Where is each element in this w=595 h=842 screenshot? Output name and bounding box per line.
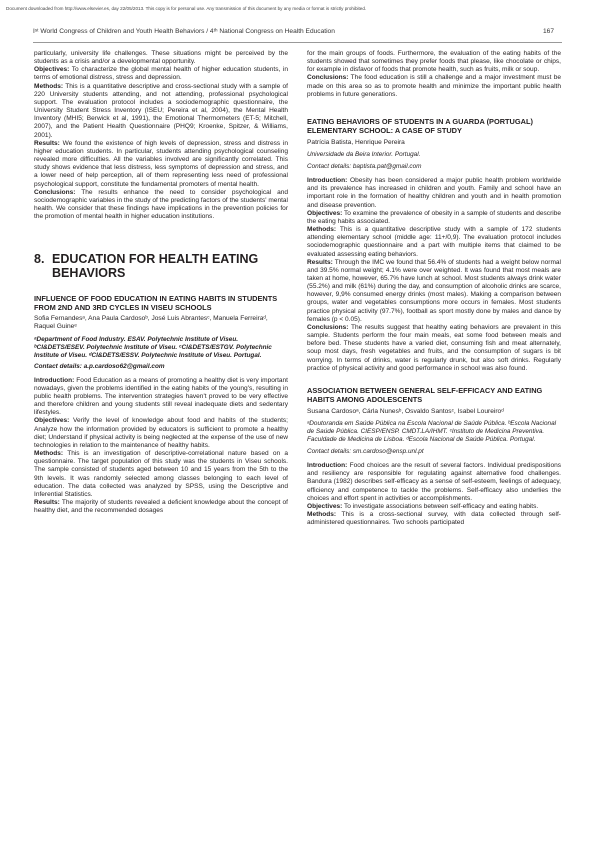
paragraph-objectives: Objectives: To examine the prevalence of obesity in a sample of students and describe the eating habits associated. <box>307 209 561 225</box>
abstract-contact: Contact details: sm.cardoso@ensp.unl.pt <box>307 448 424 456</box>
paragraph-results: Results: The majority of students revealed a deficient knowledge about the concept of healthy diet, and the recommended dosages <box>34 499 288 515</box>
left-column <box>34 50 288 515</box>
abstract-authors: Sofia Fernandesᵃ, Ana Paula Cardosoᵇ, José Luis Abrantesᶜ, Manuela Ferreiraᵈ, Raquel Guineᵉ <box>34 315 268 331</box>
paragraph: particularly, university life challenges. These situations might be perceived by the students as a crisis and/or a developmental opportunity. <box>34 50 288 66</box>
paragraph-objectives: Objectives: To characterize the global mental health of higher education students, in terms of emotional distress, stress and depression. <box>34 66 288 82</box>
abstract-affiliations: Universidade da Beira Interior. Portugal. <box>307 151 421 159</box>
abstract-authors: Susana Cardosoᵃ, Cárla Nunesᵇ, Osvaldo Santosᶜ, Isabel Loureiroᵈ <box>307 407 504 415</box>
running-header <box>33 26 562 42</box>
section-heading: 8. EDUCATION FOR HEALTH EATING BEHAVIORS <box>34 252 259 281</box>
paragraph-objectives: Objectives: Verify the level of knowledge about food and habits of the students; Analyze how the information provided by educators is sufficient to promote a healthy diet; Understand if physical activity is being neglected at the expense of the use of new technologies in relation to the maintenance of healthy habits. <box>34 417 288 449</box>
copyright-watermark: Document downloaded from http://www.elsevier.es, day 22/05/2013. This copy is for personal use. Any transmission of this document by any media or format is strictly prohibited. <box>6 6 367 11</box>
paragraph-results: Results: We found the existence of high levels of depression, stress and distress in higher education students. In particular, students attending psychological counseling revealed more difficulties. All the variables involved are significantly correlated. This study shows evidence that less distress, less symptoms of depression and stress, and a lower need of help perception, all of them representing less need of professional psychological support, constitute the fundamental promoters of mental health. <box>34 139 288 188</box>
abstract-contact: Contact details: baptista.pat@gmail.com <box>307 163 422 171</box>
paragraph-conclusions: Conclusions: The results enhance the need to consider psychological and sociodemographic variables in the study of the predicting factors of the students' mental health. We consider that these findings have implications in the prevention policies for the promotion of mental health in higher education institutions. <box>34 188 288 221</box>
abstract-authors: Patrícia Batista, Henrique Pereira <box>307 138 405 146</box>
paragraph-objectives: Objectives: To investigate associations between self-efficacy and eating habits. <box>307 502 539 510</box>
paragraph-methods: Methods: This is a quantitative descriptive study with a sample of 172 students attending elementary school (middle age: 11+/0,9). The evaluation protocol includes sociodemographic questionnaire and a part with multiple items that claimed to be evaluated assessing eating behaviors. <box>307 226 561 258</box>
abstract-title: EATING BEHAVIORS OF STUDENTS IN A GUARDA (PORTUGAL) ELEMENTARY SCHOOL: A CASE OF STUDY <box>307 116 533 135</box>
abstract-affiliations: ᵃDepartment of Food Industry. ESAV. Polytechnic Institute of Viseu. ᵇCI&DETS/ESEV. Polytechnic Institute of Viseu. ᶜCI&DETS/ESTGV. Polytechnic Institute of Viseu. ᵈCI&DETS/ESSV. Polytechnic Institute of Viseu. Portugal. <box>34 335 272 359</box>
paragraph-conclusions: Conclusions: The results suggest that healthy eating behaviors are prevalent in this sample. Students perform the four main meals, eat some food between meals and before bed. These students have a varied diet, consuming fish and meat alternately, soup most days, fresh vegetables and fruits, and the consumption of sugars is bit worrying. In terms of drinks, water is regularly drunk, but also soft drinks. Regularly practice of physical activity and good performance in school was also found. <box>307 323 561 372</box>
paragraph: for the main groups of foods. Furthermore, the evaluation of the eating habits of the students showed that sometimes they prefer foods that please, like chocolate or chips, for example in disfavor of foods that promote health, such as fruits, milk or soup. <box>307 50 561 74</box>
abstract-affiliations: ᵃDoutoranda em Saúde Pública na Escola Nacional de Saúde Pública. ᵇEscola Nacional de Saúde Pública. CIESP/ENSP. CMDT.LA/IHMT. ᶜInstituto de Medicina Preventiva. Faculdade de Medicina de Lisboa. ᵈEscola Nacional de Saúde Pública. Portugal. <box>307 420 557 444</box>
paragraph-introduction: Introduction: Obesity has been considered a major public health problem worldwide and its prevalence has increased in children and youth. Family and school have an important role in the formation of healthy children and youth and in health promotion and disease prevention. <box>307 177 561 209</box>
header-title: Iˢᵗ World Congress of Children and Youth Health Behaviors / 4ᵗʰ National Congress on Health Education <box>33 28 335 35</box>
paragraph-results: Results: Through the IMC we found that 56.4% of students had a weight below normal and 39.5% normal weight; 4.1% were over weighted. It was found that most meals are taken at home, however, 65.7% have lunch at school. Most students always drink water (55.2%) and milk (61%) during the day, and consumption of alcoholic drinks are scarce, however, 9,9% consumed energy drinks (most males). Making a comparison between groups, water and vegetables consumptions more occurs in females. Most students practice physical activity (97.7%), football as sport mostly done by males and dance by females (p < 0.05). <box>307 258 561 323</box>
paragraph-methods: Methods: This is a cross-sectional survey, with data collected through self-administered questionnaires. Two schools participated <box>307 511 561 527</box>
abstract-contact: Contact details: a.p.cardoso62@gmail.com <box>34 362 165 370</box>
paragraph-conclusions: Conclusions: The food education is still a challenge and a major investment must be made on this area so as to promote health and minimize the important public health problems in future generations. <box>307 74 561 98</box>
paragraph-introduction: Introduction: Food choices are the result of several factors. Individual predispositions and resiliency are responsible for regulating against alternative food challenges. Bandura (1982) describes self-efficacy as a sense of self-esteem, feelings of adequacy, efficiency and competence to tackle the problems. Self-efficacy also underlies the choices and effort spent in activities or accomplishments. <box>307 462 561 502</box>
paragraph-methods: Methods: This is an investigation of descriptive-correlational nature based on a questionnaire. The target population of this study was the students in Viseu schools. The sample consisted of students aged between 10 and 15 years from the 5th to the 9th levels. It was randomly selected among classes belonging to each level of education. The data collected was analyzed by SPSS, using the Descriptive and Inferential Statistics. <box>34 450 288 498</box>
abstract-title: ASSOCIATION BETWEEN GENERAL SELF-EFFICACY AND EATING HABITS AMONG ADOLESCENTS <box>307 385 543 404</box>
page-number: 167 <box>542 28 554 35</box>
paragraph-introduction: Introduction: Food Education as a means of promoting a healthy diet is very important nowadays, given the problems identified in the eating habits of the young's, resulting in public health problems. The intervention strategies haven't proved to be very effective and therefore children and young students still reveal inadequate diets and sedentary lifestyles. <box>34 376 288 417</box>
right-column <box>307 50 561 527</box>
paragraph-methods: Methods: This is a quantitative descriptive and cross-sectional study with a sample of 220 University students attending, and not attending, professional psychological support. The evaluation protocol includes a sociodemographic questionnaire, the University Student Stress Inventory (ISEU; Pereira et al, 2004), the Mental Health Inventory (MHI5; Berwick et al, 1991), the Emotional Thermometers (ET-5; Mitchell, 2007), and the Patient Health Questionnaire (PHQ9; Kroenke, Spitzer, & Williams, 2001). <box>34 82 288 139</box>
abstract-title: INFLUENCE OF FOOD EDUCATION IN EATING HABITS IN STUDENTS FROM 2ND AND 3RD CYCLES IN VISEU SCHOOLS <box>34 294 278 313</box>
header-rule <box>33 42 562 43</box>
